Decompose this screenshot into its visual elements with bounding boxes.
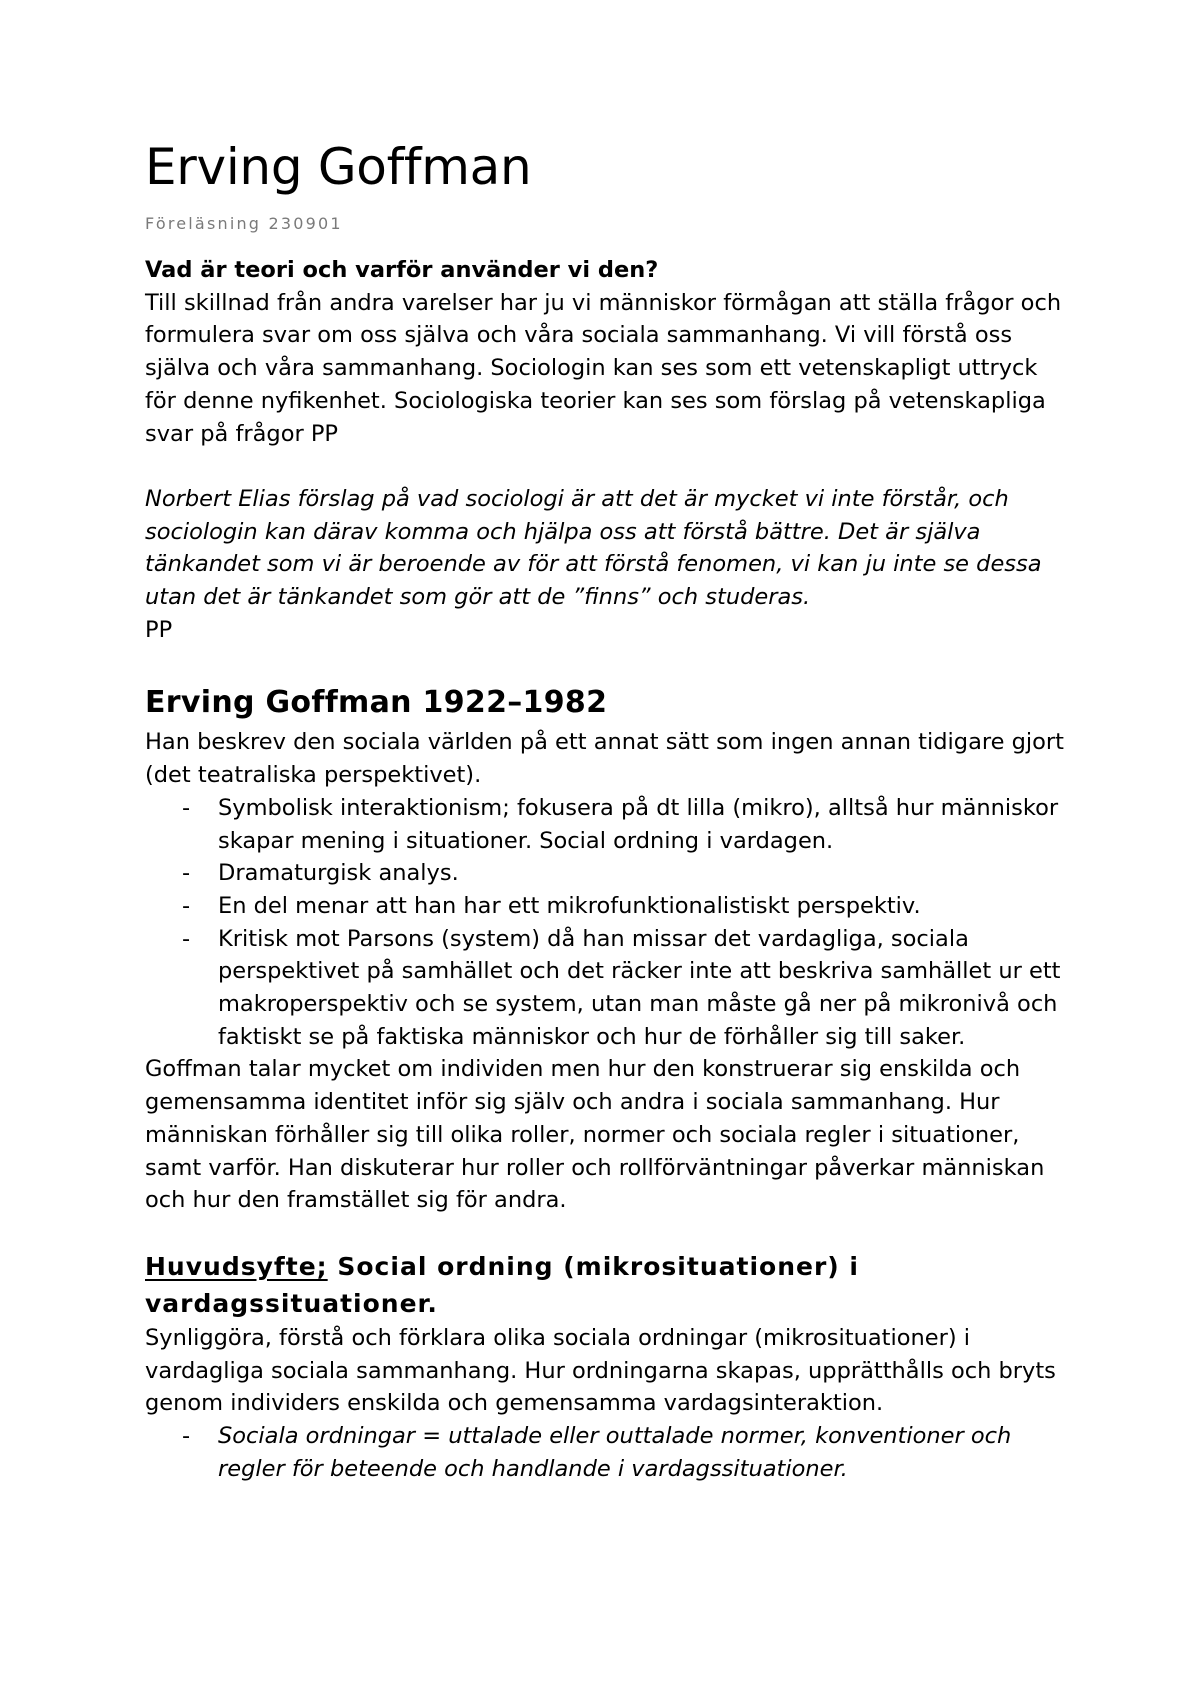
- section-2-heading: Erving Goffman 1922–1982: [145, 685, 608, 721]
- bullet-item: [145, 1420, 1065, 1485]
- section-1-heading: Vad är teori och varför använder vi den?: [145, 257, 659, 283]
- document-subtitle: Föreläsning 230901: [145, 214, 343, 233]
- bullet-text: Kritisk mot Parsons (system) då han missar det vardagliga, sociala perspektivet på samhället och det räcker inte att beskriva samhället ur ett makroperspektiv och se system, utan man måste gå ner på mikronivå och faktiskt se på faktiska människor och hur de förhåller sig till saker.: [218, 925, 1061, 1050]
- bullet-item: [145, 792, 1065, 857]
- italic-paragraph-text: Norbert Elias förslag på vad sociologi är att det är mycket vi inte förstår, och sociologin kan därav komma och hjälpa oss att förstå bättre. Det är själva tänkandet som vi är beroende av för att förstå fenomen, vi kan ju inte se dessa utan det är tänkandet som gör att de ”finns” och studeras.: [145, 485, 1042, 611]
- bullet-text: En del menar att han har ett mikrofunktionalistiskt perspektiv.: [218, 892, 921, 919]
- bullet-item: [145, 923, 1065, 1054]
- bullet-dash: -: [182, 1423, 191, 1450]
- document-page: [145, 132, 1065, 1485]
- bullet-text: Dramaturgisk analys.: [218, 860, 459, 887]
- section-3-heading-rest: Social ordning (mikrosituationer) i vardagssituationer.: [145, 1251, 859, 1318]
- section-2-intro: Han beskrev den sociala världen på ett annat sätt som ingen annan tidigare gjort (det teatraliska perspektivet).: [145, 729, 1064, 789]
- bullet-item: [145, 857, 1065, 890]
- bullet-dash: -: [182, 892, 191, 919]
- italic-paragraph-suffix: PP: [145, 616, 173, 643]
- section-3-paragraph: Synliggöra, förstå och förklara olika sociala ordningar (mikrosituationer) i vardagliga sociala sammanhang. Hur ordningarna skapas, upprätthålls och bryts genom individers enskilda och gemensamma vardagsinteraktion.: [145, 1324, 1056, 1417]
- section-3-heading: [145, 1248, 1065, 1322]
- bullet-dash: -: [182, 860, 191, 887]
- bullet-item: [145, 890, 1065, 923]
- section-3-heading-underlined: Huvudsyfte;: [145, 1251, 328, 1281]
- section-1-paragraph: Till skillnad från andra varelser har ju vi människor förmågan att ställa frågor och formulera svar om oss själva och våra sociala sammanhang. Vi vill förstå oss själva och våra sammanhang. Sociologin kan ses som ett vetenskapligt uttryck för denne nyfikenhet. Sociologiska teorier kan ses som förslag på vetenskapliga svar på frågor PP: [145, 289, 1062, 447]
- section-3-bullet-list: [145, 1420, 1065, 1485]
- bullet-text: Symbolisk interaktionism; fokusera på dt lilla (mikro), alltså hur människor skapar mening i situationer. Social ordning i vardagen.: [218, 794, 1059, 854]
- bullet-text: Sociala ordningar = uttalade eller outtalade normer, konventioner och regler för beteende och handlande i vardagssituationer.: [218, 1423, 1012, 1482]
- section-2-paragraph: Goffman talar mycket om individen men hur den konstruerar sig enskilda och gemensamma identitet inför sig själv och andra i sociala sammanhang. Hur människan förhåller sig till olika roller, normer och sociala regler i situationer, samt varför. Han diskuterar hur roller och rollförväntningar påverkar människan och hur den framstället sig för andra.: [145, 1056, 1045, 1214]
- bullet-dash: -: [182, 925, 191, 952]
- bullet-dash: -: [182, 794, 191, 821]
- section-2-bullet-list: [145, 792, 1065, 1054]
- section-1-italic-paragraph: [145, 483, 1065, 614]
- document-title: Erving Goffman: [145, 138, 532, 196]
